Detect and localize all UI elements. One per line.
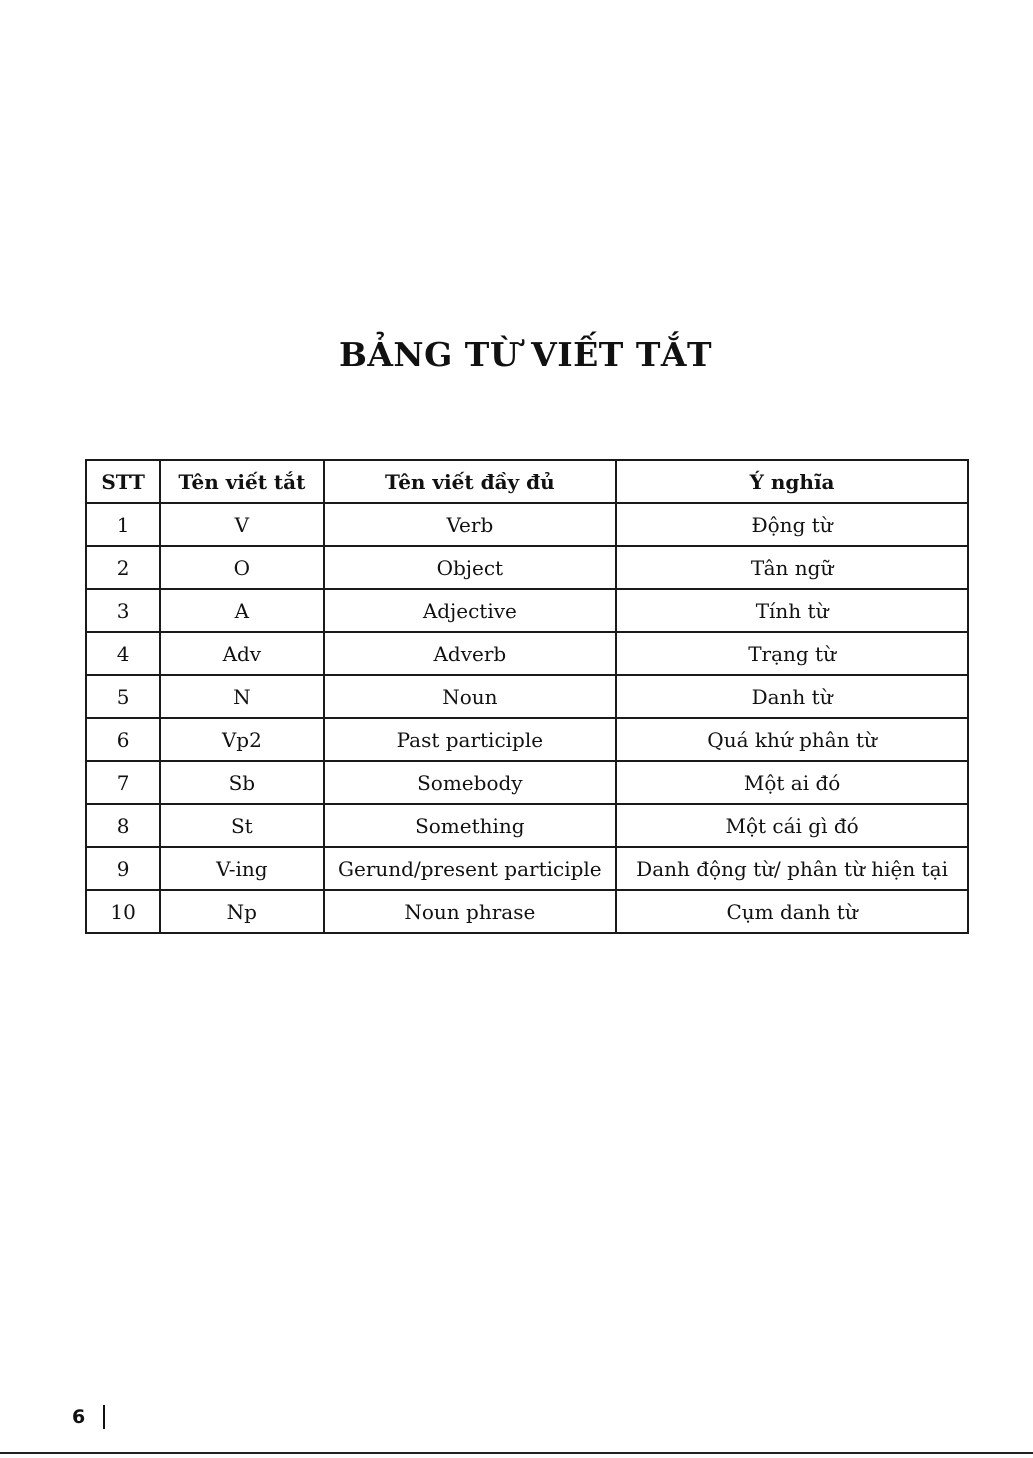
cell-meaning: Tính từ (616, 589, 968, 632)
page-footer (72, 1405, 105, 1429)
table-row (86, 804, 968, 847)
bottom-rule (0, 1452, 1033, 1454)
table-row (86, 761, 968, 804)
cell-full-name: Past participle (324, 718, 617, 761)
cell-full-name: Something (324, 804, 617, 847)
cell-stt: 8 (86, 804, 160, 847)
cell-stt: 9 (86, 847, 160, 890)
cell-stt: 10 (86, 890, 160, 933)
cell-full-name: Somebody (324, 761, 617, 804)
header-full-name: Tên viết đầy đủ (324, 460, 617, 503)
cell-stt: 6 (86, 718, 160, 761)
table-row (86, 675, 968, 718)
cell-abbreviation: Np (160, 890, 323, 933)
table-row (86, 546, 968, 589)
cell-abbreviation: St (160, 804, 323, 847)
cell-meaning: Tân ngữ (616, 546, 968, 589)
cell-abbreviation: Vp2 (160, 718, 323, 761)
page-title: BẢNG TỪ VIẾT TẮT (338, 335, 713, 374)
cell-abbreviation: V-ing (160, 847, 323, 890)
footer-divider (103, 1405, 105, 1429)
cell-abbreviation: Adv (160, 632, 323, 675)
cell-stt: 5 (86, 675, 160, 718)
cell-abbreviation: V (160, 503, 323, 546)
cell-meaning: Quá khứ phân từ (616, 718, 968, 761)
header-abbreviation: Tên viết tắt (160, 460, 323, 503)
table-row (86, 890, 968, 933)
cell-full-name: Adjective (324, 589, 617, 632)
table-row (86, 589, 968, 632)
cell-full-name: Object (324, 546, 617, 589)
table-row (86, 718, 968, 761)
table-header-row (86, 460, 968, 503)
cell-meaning: Một ai đó (616, 761, 968, 804)
cell-full-name: Gerund/present participle (324, 847, 617, 890)
cell-meaning: Một cái gì đó (616, 804, 968, 847)
cell-abbreviation: N (160, 675, 323, 718)
cell-meaning: Động từ (616, 503, 968, 546)
cell-full-name: Adverb (324, 632, 617, 675)
cell-abbreviation: A (160, 589, 323, 632)
header-stt: STT (86, 460, 160, 503)
cell-meaning: Danh động từ/ phân từ hiện tại (616, 847, 968, 890)
table-row (86, 847, 968, 890)
cell-abbreviation: O (160, 546, 323, 589)
cell-full-name: Noun phrase (324, 890, 617, 933)
header-meaning: Ý nghĩa (616, 460, 968, 503)
cell-meaning: Danh từ (616, 675, 968, 718)
cell-full-name: Noun (324, 675, 617, 718)
page-number: 6 (72, 1406, 86, 1428)
cell-stt: 7 (86, 761, 160, 804)
cell-stt: 2 (86, 546, 160, 589)
table-row (86, 632, 968, 675)
cell-abbreviation: Sb (160, 761, 323, 804)
cell-full-name: Verb (324, 503, 617, 546)
cell-stt: 1 (86, 503, 160, 546)
table-row (86, 503, 968, 546)
cell-stt: 4 (86, 632, 160, 675)
cell-meaning: Trạng từ (616, 632, 968, 675)
cell-stt: 3 (86, 589, 160, 632)
abbreviation-table (85, 459, 969, 934)
cell-meaning: Cụm danh từ (616, 890, 968, 933)
